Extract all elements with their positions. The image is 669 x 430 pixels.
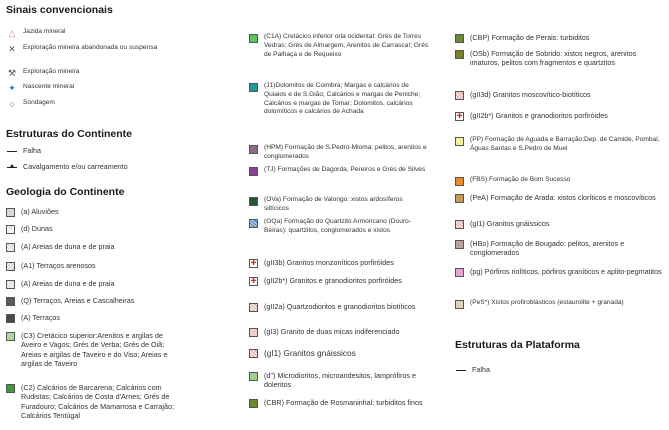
legend-swatch: ⁘ xyxy=(7,226,14,232)
thrust-line-icon xyxy=(6,162,18,172)
unit-item xyxy=(249,327,429,337)
unit-item xyxy=(249,398,429,408)
legend-swatch xyxy=(455,91,464,100)
legend-swatch xyxy=(455,34,464,43)
geologia-item xyxy=(6,207,178,217)
geologia-item xyxy=(6,313,178,323)
unit-item xyxy=(249,258,429,268)
legend-swatch xyxy=(455,240,464,249)
legend-item-label: (PeS*) Xistos profiroblásticos (estaurolite + granada) xyxy=(470,299,624,306)
sinal-item xyxy=(6,99,178,109)
legend-item-label: (gII3b) Granitos monzoníticos porfiróides xyxy=(264,258,394,267)
legend-item-label: (gII3d) Granitos moscovítico-biotíticos xyxy=(470,90,591,99)
legend-swatch xyxy=(455,220,464,229)
legend-item-label: (C2) Calcários de Barcarena; Calcários com Rudistas; Calcários de Costa d'Arnes; Grés de Furadouro; Calcários de Mamarrosa e Carrajão; Calcários Tentúgal xyxy=(21,383,174,421)
legend-item-label: (A) Areias de duna e de praia xyxy=(21,242,115,251)
legend-item-label: Cavalgamento e/ou carreamento xyxy=(23,162,128,171)
legend-swatch xyxy=(6,208,15,217)
legend-item-label: Exploração mineira abandonada ou suspensa xyxy=(23,44,158,51)
legend-swatch xyxy=(249,167,258,176)
legend-swatch xyxy=(6,384,15,393)
legend-item-label: (OVa) Formação de Valongo: xistos ardosíferos siltícicos xyxy=(264,196,403,212)
legend-swatch xyxy=(455,137,464,146)
legend-swatch xyxy=(249,219,258,228)
unit-item xyxy=(455,299,665,309)
unit-item xyxy=(455,267,665,277)
unit-item xyxy=(249,371,429,390)
sinal-item xyxy=(6,68,178,78)
legend-item-label: (A) Areias de duna e de praia xyxy=(21,279,115,288)
legend-item-label: (a) Aluviões xyxy=(21,207,59,216)
legend-swatch xyxy=(249,34,258,43)
legend-item-label: (J1)Dolomitos de Coimbra; Margas e calcários de Quiaios e de S.Gião; Calcários e margas de Peniche; Calcários e margas de Tomar; Dolomitos, calcários dolomíticos e calcários de Achada xyxy=(264,82,421,116)
legend-item-label: Nascente mineral xyxy=(23,83,75,90)
heading-estruturas-continente: Estruturas do Continente xyxy=(6,128,133,140)
legend-swatch xyxy=(6,262,15,271)
legend-item-label: (A1) Terraços arenosos xyxy=(21,261,96,270)
heading-sinais-convencionais: Sinais convencionais xyxy=(6,4,113,16)
heading-estruturas-plataforma: Estruturas da Plataforma xyxy=(455,339,580,351)
legend-item-label: (TJ) Formações de Dagorda, Pereiros e Grés de Silves xyxy=(264,166,426,173)
legend-swatch xyxy=(6,297,15,306)
legend-item-label: (PeA) Formação de Arada: xistos cloríticos e moscovíticos xyxy=(470,193,656,202)
legend-item-label: (OSb) Formação de Sobrido: xistos negros, arenitos imaturos, pelitos com fragmentos e quartzitos xyxy=(470,49,637,68)
legend-swatch xyxy=(249,328,258,337)
unit-item xyxy=(249,276,429,286)
legend-item-label: (C1A) Cretácico inferior orla ocidental: Grés de Torres Vedras; Grés de Almargem; Arenitos de Carrasca!; Grés de Palhaça e de Requeixo xyxy=(264,33,429,58)
legend-item-label: (CBP) Formação de Perais: turbiditos xyxy=(470,33,590,42)
legend-swatch xyxy=(249,145,258,154)
crossed-picks-icon: ✕ xyxy=(8,44,16,54)
legend-item-label: (gI1) Granitos gnáissicos xyxy=(470,219,550,228)
unit-item xyxy=(249,33,429,59)
fault-line-icon xyxy=(455,365,467,375)
triangle-icon: △ xyxy=(8,28,16,38)
cross-pattern-swatch: ✚ xyxy=(250,278,257,285)
geologia-item xyxy=(6,279,178,289)
geologia-item xyxy=(6,296,178,306)
legend-item-label: Falha xyxy=(23,146,41,155)
legend-item-label: (gII2b*) Granitos e granodioritos porfiróides xyxy=(470,111,608,120)
unit-item xyxy=(455,176,665,186)
legend-item-label: Jazida mineral xyxy=(23,28,66,35)
legend-swatch xyxy=(6,280,15,289)
fault-line-icon xyxy=(6,146,18,156)
unit-item xyxy=(455,193,665,203)
unit-item xyxy=(249,302,429,312)
cross-pattern-swatch: ✚ xyxy=(456,113,463,120)
unit-item xyxy=(249,82,429,117)
legend-swatch xyxy=(249,197,258,206)
picks-icon: ⚒ xyxy=(7,68,17,78)
legend-item-label: (HPM) Formação de S.Pedro-Mioma: pelitos, arenitos e conglomerados xyxy=(264,144,427,160)
unit-item xyxy=(249,166,429,176)
legend-item-label: (A) Terraços xyxy=(21,313,61,322)
sinal-item xyxy=(6,44,178,54)
legend-item-label: Exploração mineira xyxy=(23,68,80,75)
legend-item-label: (gI3) Granito de duas micas indiferenciado xyxy=(264,327,400,336)
legend-item-label: (OQa) Formação do Quartzito Armoricano (Douro-Beiras): quartzitos, conglomerados e xistos xyxy=(264,218,411,234)
unit-item xyxy=(249,348,429,359)
legend-item-label: (d") Microdioritos, microandesitos, lamprófiros e doleritos xyxy=(264,371,416,390)
unit-item xyxy=(455,136,665,154)
geologia-item xyxy=(6,242,178,252)
legend-swatch xyxy=(455,194,464,203)
legend-swatch xyxy=(249,399,258,408)
unit-item xyxy=(249,218,429,236)
legend-swatch xyxy=(6,332,15,341)
estrutura-item xyxy=(6,146,178,156)
unit-item xyxy=(249,144,429,162)
legend-swatch xyxy=(455,177,464,186)
legend-swatch xyxy=(455,50,464,59)
unit-item xyxy=(455,219,665,229)
legend-swatch xyxy=(249,83,258,92)
plataforma-item xyxy=(455,365,665,375)
legend-item-label: (FBS) Formação de Bom Sucesso xyxy=(470,176,571,183)
legend-item-label: (Q) Terraços, Areias e Cascalheiras xyxy=(21,296,135,305)
legend-swatch xyxy=(249,303,258,312)
unit-item xyxy=(249,196,429,214)
heading-geologia-continente: Geologia do Continente xyxy=(6,186,125,198)
sinal-item xyxy=(6,83,178,93)
cross-pattern-swatch: ✚ xyxy=(250,260,257,267)
legend-swatch xyxy=(249,372,258,381)
legend-item-label: (gII2b*) Granitos e granodioritos porfiróides xyxy=(264,276,402,285)
unit-item xyxy=(455,90,665,100)
circle-icon: ○ xyxy=(9,99,15,109)
legend-item-label: Sondagem xyxy=(23,99,55,106)
legend-item-label: (HBo) Formação de Bougado: pelitos, arenitos e conglomerados xyxy=(470,239,625,258)
geologia-item xyxy=(6,261,178,271)
legend-swatch xyxy=(6,243,15,252)
legend-item-label: Falha xyxy=(472,365,490,374)
geologia-item xyxy=(6,331,178,369)
unit-item xyxy=(455,239,665,258)
sinal-item xyxy=(6,28,178,38)
legend-item-label: (pg) Pórfiros riolíticos, pórfiros graníticos e aplito-pegmatitos xyxy=(470,267,662,276)
spring-icon: ✦ xyxy=(8,83,16,93)
legend-swatch xyxy=(455,268,464,277)
unit-item xyxy=(455,49,665,68)
legend-item-label: (C3) Cretácico superior:Arenitos e argilas de Aveiro e Vagos; Grés de Verba; Grés de Oiã; Areias e argilas de Taveiro e do Viso; Areias e argilas de Taveiro xyxy=(21,331,168,369)
legend-item-label: (PP) Formação de Aguada e Barração;Dep. de Camide, Pombal, Águas Santas e S.Pedro de Muel xyxy=(470,136,660,152)
legend-item-label: (gI1) Granitos gnáissicos xyxy=(264,348,356,358)
legend-item-label: (gII2a) Quartzodioritos e granodioritos biotíticos xyxy=(264,302,416,311)
legend-swatch xyxy=(455,300,464,309)
legend-item-label: (d) Dunas xyxy=(21,224,53,233)
geologia-item xyxy=(6,224,178,234)
unit-item xyxy=(455,111,665,121)
estrutura-item xyxy=(6,162,178,172)
legend-swatch xyxy=(249,349,258,358)
unit-item xyxy=(455,33,665,43)
legend-item-label: (CBR) Formação de Rosmaninhal: turbiditos finos xyxy=(264,398,423,407)
geologia-item xyxy=(6,383,178,421)
legend-swatch xyxy=(6,314,15,323)
